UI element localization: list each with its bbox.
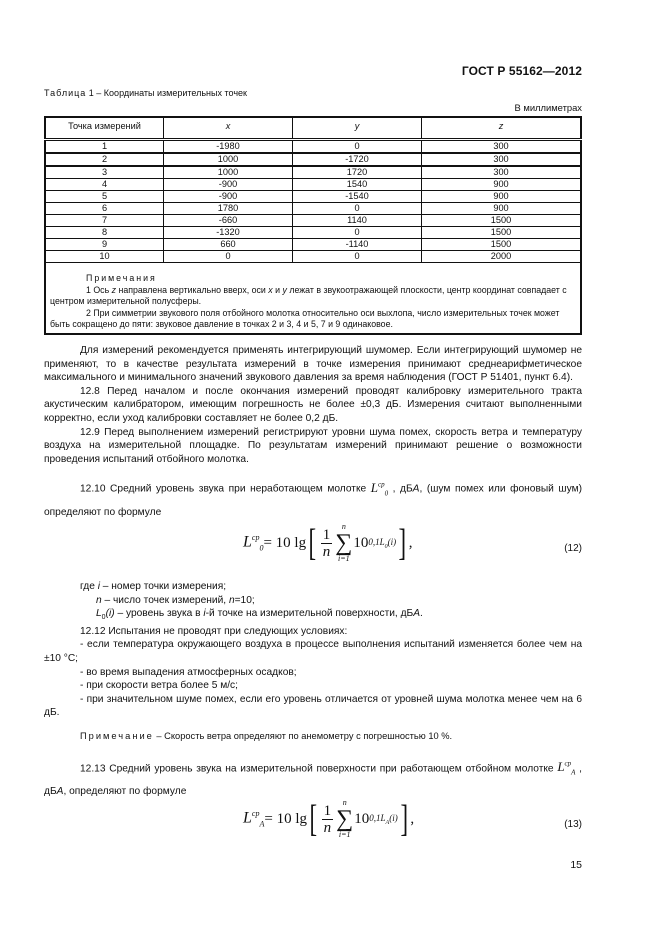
cell-z: 1500 — [422, 215, 582, 227]
cell-x: 1000 — [164, 166, 293, 179]
cell-y: 1720 — [293, 166, 422, 179]
cell-x: 0 — [164, 251, 293, 263]
cell-point: 8 — [45, 227, 164, 239]
cell-x: -900 — [164, 191, 293, 203]
formula-lhs: $L^{cp}_0$ — [243, 533, 264, 553]
cell-point: 1 — [45, 140, 164, 154]
cell-y: 0 — [293, 140, 422, 154]
right-bracket: ] — [398, 522, 407, 564]
paragraph-12-10: 12.10 Средний уровень звука при неработающем молотке $L^{cp}_0$ , дБА, (шум помех или фоновый шум) определяют по формуле — [44, 479, 582, 519]
condition-precipitation: - во время выпадения атмосферных осадков; — [80, 666, 297, 678]
table-notes-row — [45, 263, 581, 334]
paragraph-12-9: 12.9 Перед выполнением измерений регистрируют уровни шума помех, скорость ветра и температуру воздуха на измерительной площадке. По результатам измерений принимают решение о возможности проведения испытаний отбойного молотка. — [44, 426, 582, 465]
paragraph-12-13: 12.13 Средний уровень звука на измерительной поверхности при работающем отбойном молотке $L^{cp}_A$ , дБА, определяют по формуле — [44, 758, 582, 798]
table-row — [45, 191, 581, 203]
cell-point: 9 — [45, 239, 164, 251]
condition-temperature: - если температура окружающего воздуха в процессе выполнения испытаний изменяется более чем на ±10 °С; — [44, 639, 582, 664]
cell-x: -660 — [164, 215, 293, 227]
fraction: $\frac{1}{n}$ — [322, 526, 331, 560]
body-text-lower — [44, 580, 582, 802]
cell-point: 10 — [45, 251, 164, 263]
table-caption-word: Таблица — [44, 88, 87, 98]
cell-z: 1500 — [422, 239, 582, 251]
standard-id-header: ГОСТ Р 55162—2012 — [461, 64, 582, 78]
cell-y: 1140 — [293, 215, 422, 227]
formula-lhs: $L^{cp}_A$ — [243, 809, 265, 829]
equation-number-12: (12) — [564, 543, 582, 554]
table-row — [45, 179, 581, 191]
table-row — [45, 251, 581, 263]
note-1: 1 Ось z направлена вертикально вверх, оси x и y лежат в звукоотражающей плоскости, центр координат совпадает с центром измерительной полусферы. — [50, 284, 567, 306]
table-row — [45, 203, 581, 215]
where-i: где i – номер точки измерения; — [80, 581, 227, 592]
column-header-z: z — [422, 117, 582, 140]
table-row — [45, 140, 581, 154]
condition-wind: - при скорости ветра более 5 м/с; — [80, 680, 238, 692]
column-header-x: x — [164, 117, 293, 140]
table-units: В миллиметрах — [514, 102, 582, 113]
notes-title: Примечания — [86, 273, 157, 283]
table-notes — [45, 263, 581, 334]
table-caption-title: 1 – Координаты измерительных точек — [86, 88, 247, 98]
cell-x: 660 — [164, 239, 293, 251]
left-bracket: [ — [309, 798, 318, 840]
table-header-row — [45, 117, 581, 140]
cell-point: 5 — [45, 191, 164, 203]
summation-icon: n ∑ i=1 — [335, 522, 353, 563]
cell-y: 0 — [293, 227, 422, 239]
cell-x: -900 — [164, 179, 293, 191]
table-caption — [44, 88, 247, 98]
right-bracket: ] — [400, 798, 408, 840]
table-row — [45, 239, 581, 251]
column-header-point: Точка измерений — [45, 117, 164, 140]
cell-z: 1500 — [422, 227, 582, 239]
table-row — [45, 227, 581, 239]
table-row — [45, 153, 581, 166]
cell-z: 300 — [422, 166, 582, 179]
cell-y: 1540 — [293, 179, 422, 191]
column-header-y: y — [293, 117, 422, 140]
cell-z: 900 — [422, 179, 582, 191]
cell-z: 300 — [422, 153, 582, 166]
cell-y: -1720 — [293, 153, 422, 166]
cell-point: 2 — [45, 153, 164, 166]
cell-y: 0 — [293, 251, 422, 263]
symbol-L0-cp: $L^{cp}_0$ — [370, 479, 389, 498]
paragraph-12-12: 12.12 Испытания не проводят при следующих условиях: — [80, 625, 348, 637]
cell-z: 900 — [422, 203, 582, 215]
where-L0: $L_0(i)$ – уровень звука в i-й точке на измерительной поверхности, дБА. — [96, 608, 423, 622]
note-wind: Примечание – Скорость ветра определяют по анемометру с погрешностью 10 %. — [80, 730, 453, 741]
cell-z: 300 — [422, 140, 582, 154]
paragraph-12-8: 12.8 Перед началом и после окончания измерений проводят калибровку измерительного тракта акустическим калибратором, имеющим погрешность не более ±0,3 дБ. Измерения считают выполненными корректно, если уход калибровки составляет не более 0,2 дБ. — [44, 385, 582, 424]
cell-y: 0 — [293, 203, 422, 215]
cell-point: 7 — [45, 215, 164, 227]
formula-13: $L^{cp}_A$ = 10 lg [ $\frac{1}{n}$ n ∑ i=1 10 $0,1L_A(i)$ ] , — [243, 798, 415, 840]
cell-x: -1320 — [164, 227, 293, 239]
cell-x: 1780 — [164, 203, 293, 215]
left-bracket: [ — [308, 522, 317, 564]
cell-y: -1540 — [293, 191, 422, 203]
page-number: 15 — [570, 859, 582, 871]
coordinates-table — [44, 116, 582, 335]
cell-z: 900 — [422, 191, 582, 203]
fraction: $\frac{1}{n}$ — [323, 802, 332, 836]
cell-x: 1000 — [164, 153, 293, 166]
formula-12: $L^{cp}_0$ = 10 lg [ $\frac{1}{n}$ n ∑ i=1 10 $0,1L_0(i)$ ] , — [243, 522, 413, 564]
note-2: 2 При симметрии звукового поля отбойного молотка относительно оси выхлопа, число измерительных точек может быть сокращено до пяти: звуковое давление в точках 2 и 3, 4 и 5, 7 и 9 одинаковое. — [50, 307, 560, 329]
cell-point: 6 — [45, 203, 164, 215]
paragraph-meter: Для измерений рекомендуется применять интегрирующий шумомер. Если интегрирующий шумомер не применяют, то в качестве результата измерений в точке измерения принимают среднеарифметическое максимального и минимального значений звукового давления за время наблюдения (ГОСТ Р 51401, пункт 6.4). — [44, 345, 582, 384]
cell-point: 4 — [45, 179, 164, 191]
table-row — [45, 215, 581, 227]
cell-point: 3 — [45, 166, 164, 179]
summation-icon: n ∑ i=1 — [336, 798, 354, 839]
condition-noise: - при значительном шуме помех, если его уровень отличается от уровней шума молотка менее чем на 6 дБ. — [44, 693, 582, 719]
symbol-LA-cp: $L^{cp}_A$ — [557, 758, 576, 777]
equation-number-13: (13) — [564, 819, 582, 830]
where-n: n – число точек измерений, n=10; — [96, 594, 255, 606]
table-row — [45, 166, 581, 179]
cell-x: -1980 — [164, 140, 293, 154]
cell-z: 2000 — [422, 251, 582, 263]
body-text-upper — [44, 344, 582, 523]
cell-y: -1140 — [293, 239, 422, 251]
